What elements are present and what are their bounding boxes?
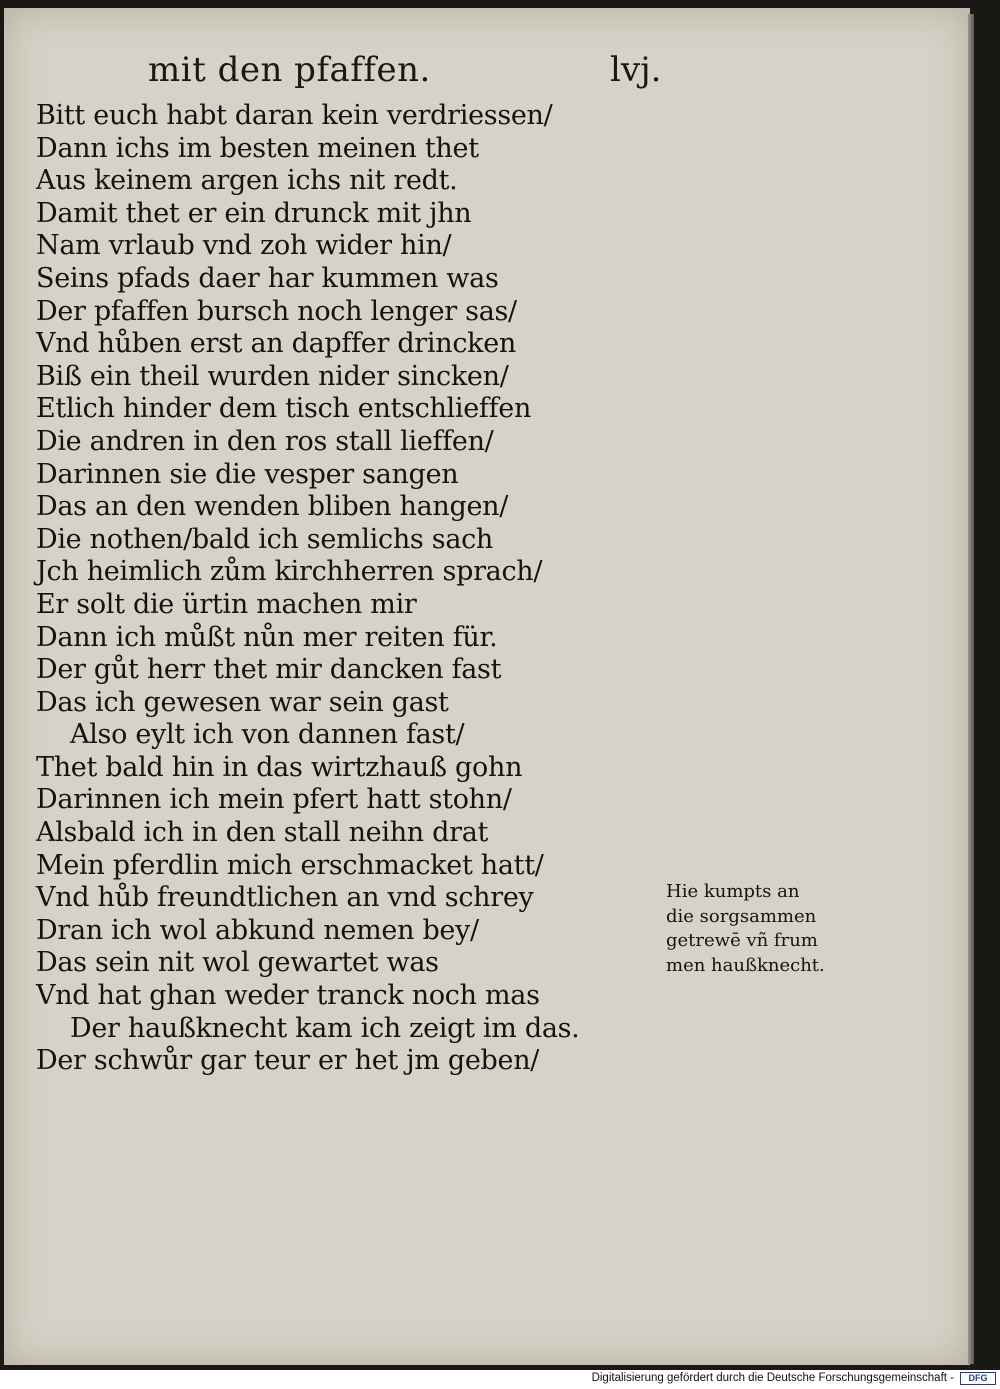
verse-line: Etlich hinder dem tisch entschlieffen	[36, 393, 532, 425]
verse-line: Das an den wenden bliben hangen/	[36, 491, 509, 523]
gloss-line: getrewē vñ frum	[666, 930, 818, 951]
verse-line: Nam vrlaub vnd zoh wider hin/	[36, 230, 452, 262]
verse-line: Die andren in den ros stall lieffen/	[36, 425, 494, 457]
verse-line: Thet bald hin in das wirtzhauß gohn	[36, 751, 523, 783]
verse-line: Aus keinem argen ichs nit redt.	[36, 165, 458, 197]
verse-line: Alsbald ich in den stall neihn drat	[36, 817, 489, 849]
page-edge	[968, 14, 974, 1364]
gloss-line: Hie kumpts an	[666, 881, 800, 902]
verse-line: Vnd hůb freundtlichen an vnd schrey	[36, 882, 534, 914]
verse-line: Bitt euch habt daran kein verdriessen/	[36, 100, 553, 131]
verse-line: Seins pfads daer har kummen was	[36, 262, 499, 294]
marginal-gloss	[666, 880, 866, 978]
verse-line: Also eylt ich von dannen fast/	[70, 719, 465, 751]
verse-line: Das ich gewesen war sein gast	[36, 686, 449, 718]
gloss-line: die sorgsammen	[666, 905, 817, 927]
verse-line: Er solt die ürtin machen mir	[36, 588, 417, 620]
folio-number: lvj.	[610, 50, 662, 90]
verse-line: Das sein nit wol gewartet was	[36, 947, 439, 979]
dfg-logo: DFG	[960, 1372, 996, 1385]
verse-line: Jch heimlich zům kirchherren sprach/	[36, 556, 543, 588]
verse-line: Dann ichs im besten meinen thet	[36, 132, 479, 164]
verse-line: Der haußknecht kam ich zeigt im das.	[70, 1012, 580, 1044]
verse-line: Vnd hůben erst an dapffer drincken	[36, 328, 516, 360]
verse-line: Darinnen sie die vesper sangen	[36, 458, 459, 490]
verse-line: Biß ein theil wurden nider sincken/	[36, 360, 509, 392]
running-head: mit den pfaffen.	[148, 50, 431, 90]
footer-bar	[0, 1370, 1000, 1389]
verse-line: Damit thet er ein drunck mit jhn	[36, 197, 472, 229]
verse-line: Der gůt herr thet mir dancken fast	[36, 654, 502, 686]
gloss-line: men haußknecht.	[666, 954, 825, 976]
verse-line: Der schwůr gar teur er het jm geben/	[36, 1045, 540, 1077]
verse-line: Dann ich můßt nůn mer reiten für.	[36, 621, 498, 653]
verse-line: Die nothen/bald ich semlichs sach	[36, 523, 494, 555]
verse-line: Vnd hat ghan weder tranck noch mas	[36, 980, 540, 1012]
verse-line: Mein pferdlin mich erschmacket hatt/	[36, 849, 544, 881]
funding-credit: Digitalisierung gefördert durch die Deutsche Forschungsgemeinschaft -	[591, 1372, 954, 1384]
verse-line: Der pfaffen bursch noch lenger sas/	[36, 295, 517, 327]
verse-line: Dran ich wol abkund nemen bey/	[36, 914, 479, 946]
verse-line: Darinnen ich mein pfert hatt stohn/	[36, 784, 512, 816]
verse-text	[36, 100, 596, 1078]
